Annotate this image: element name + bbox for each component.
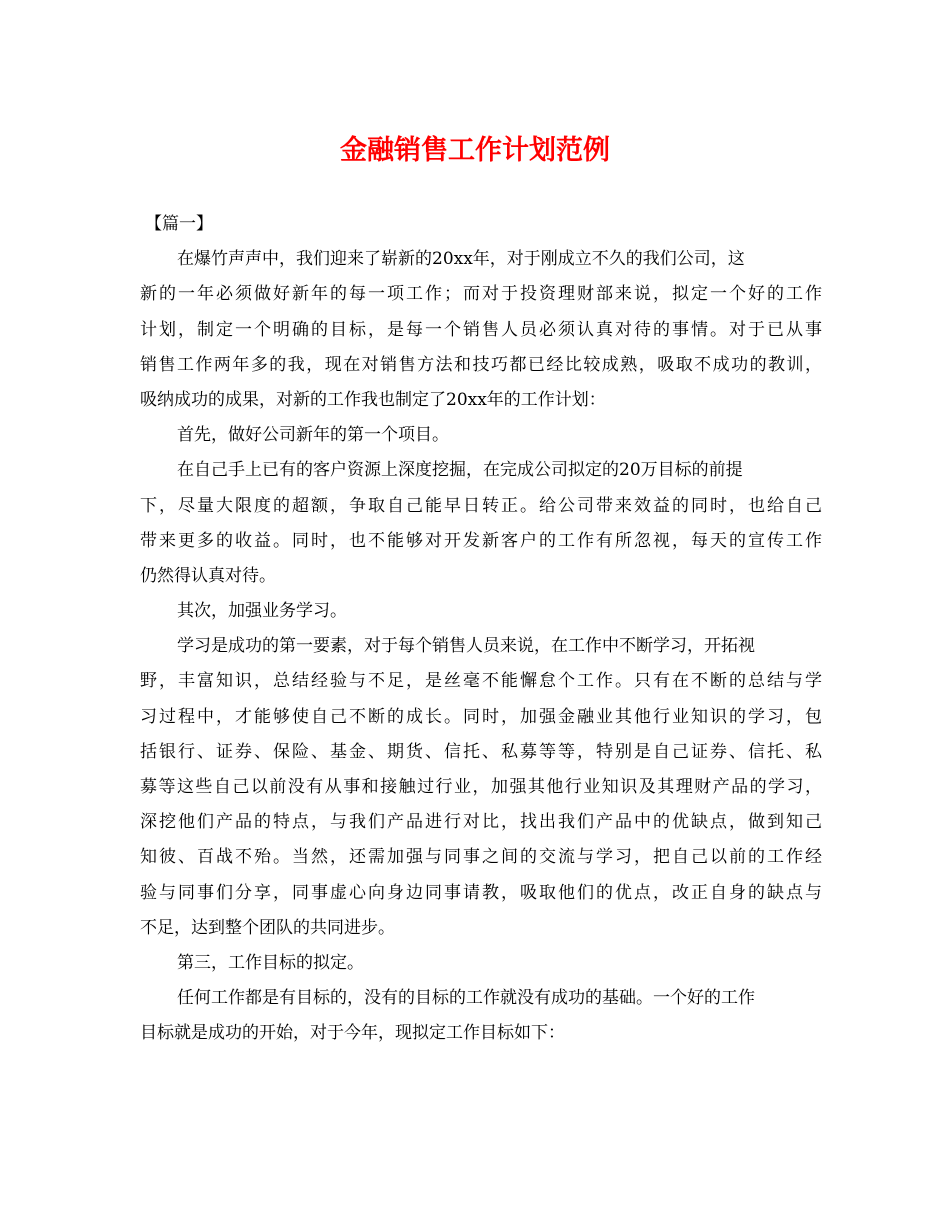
section-heading: 【篇一】: [145, 214, 213, 234]
text-line: 任何工作都是有目标的，没有的目标的工作就没有成功的基础。一个好的工作: [177, 988, 755, 1009]
text-line: 首先，做好公司新年的第一个项目。: [177, 425, 449, 446]
text-line: 在自己手上已有的客户资源上深度挖掘，在完成公司拟定的20万目标的前提: [177, 460, 743, 481]
text-line: 知彼、百战不殆。当然，还需加强与同事之间的交流与学习，把自己以前的工作经: [140, 847, 822, 868]
text-line: 计划，制定一个明确的目标，是每一个销售人员必须认真对待的事情。对于已从事: [140, 319, 822, 340]
text-line: 仍然得认真对待。: [140, 565, 276, 586]
text-line: 学习是成功的第一要素，对于每个销售人员来说，在工作中不断学习，开拓视: [177, 636, 755, 657]
text-line: 第三，工作目标的拟定。: [177, 952, 364, 973]
text-line: 验与同事们分享，同事虚心向身边同事请教，吸取他们的优点，改正自身的缺点与: [140, 882, 822, 903]
document-title: 金融销售工作计划范例: [340, 135, 610, 166]
text-line: 不足，达到整个团队的共同进步。: [140, 917, 395, 938]
text-line: 深挖他们产品的特点，与我们产品进行对比，找出我们产品中的优缺点，做到知己: [140, 812, 822, 833]
text-line: 销售工作两年多的我，现在对销售方法和技巧都已经比较成熟，吸取不成功的教训，: [140, 354, 822, 375]
text-line: 目标就是成功的开始，对于今年，现拟定工作目标如下：: [140, 1023, 565, 1044]
text-line: 下，尽量大限度的超额，争取自己能早日转正。给公司带来效益的同时，也给自己: [140, 495, 822, 516]
text-line: 括银行、证券、保险、基金、期货、信托、私募等等，特别是自己证券、信托、私: [140, 741, 822, 762]
text-line: 野，丰富知识，总结经验与不足，是丝毫不能懈怠个工作。只有在不断的总结与学: [140, 671, 822, 692]
text-line: 新的一年必须做好新年的每一项工作；而对于投资理财部来说，拟定一个好的工作: [140, 284, 822, 305]
text-line: 募等这些自己以前没有从事和接触过行业，加强其他行业知识及其理财产品的学习，: [140, 777, 822, 797]
text-line: 带来更多的收益。同时，也不能够对开发新客户的工作有所忽视，每天的宣传工作: [140, 530, 822, 551]
text-line: 在爆竹声声中，我们迎来了崭新的20xx年，对于刚成立不久的我们公司，这: [177, 249, 745, 270]
text-line: 吸纳成功的成果，对新的工作我也制定了20xx年的工作计划：: [140, 389, 606, 410]
text-line: 其次，加强业务学习。: [177, 601, 347, 622]
document-body: [140, 207, 822, 1052]
text-line: 习过程中，才能够使自己不断的成长。同时，加强金融业其他行业知识的学习，包: [140, 706, 822, 727]
